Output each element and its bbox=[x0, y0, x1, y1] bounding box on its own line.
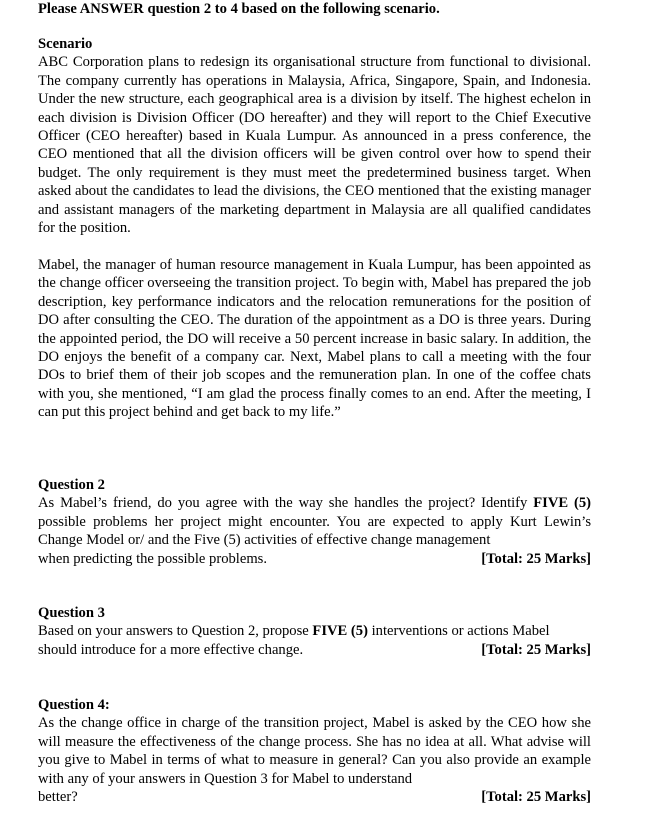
question-2-section bbox=[38, 476, 591, 568]
question-4-marks: [Total: 25 Marks] bbox=[481, 789, 591, 806]
question-3-last-text: should introduce for a more effective change. bbox=[38, 641, 304, 658]
question-2-heading: Question 2 bbox=[38, 477, 105, 493]
question-2-text bbox=[38, 494, 591, 549]
question-3-heading: Question 3 bbox=[38, 605, 105, 621]
question-3-text bbox=[38, 622, 591, 640]
question-4-text: As the change office in charge of the transition project, Mabel is asked by the CEO how she will measure the effectiveness of the change process. She has no idea at all. What advise will you give to Mabel in terms of what to measure in general? Can you also provide an example with any of your answers in Question 3 for Mabel to understand bbox=[38, 715, 591, 787]
question-3-text-a: Based on your answers to Question 2, propose bbox=[38, 623, 313, 640]
question-4-last-line bbox=[38, 788, 591, 806]
question-4-section bbox=[38, 696, 591, 806]
question-2-text-a: As Mabel’s friend, do you agree with the way she handles the project? Identify bbox=[38, 495, 534, 512]
question-3-marks: [Total: 25 Marks] bbox=[481, 641, 591, 658]
question-2-bold-count: FIVE (5) bbox=[533, 495, 591, 512]
question-3-section bbox=[38, 604, 591, 659]
scenario-paragraph-2: Mabel, the manager of human resource management in Kuala Lumpur, has been appointed as the change officer overseeing the transition project. To begin with, Mabel has prepared the job description, key performance indicators and the relocation remunerations for the position of DO after consulting the CEO. The duration of the appointment as a DO is three years. During the appointed period, the DO will receive a 50 percent increase in basic salary. In addition, the DO enjoys the benefit of a company car. Next, Mabel plans to call a meeting with the four DOs to brief them of their job scopes and the remuneration plan. In one of the coffee chats with you, she mentioned, “I am glad the process finally comes to an end. After the meeting, I can put this project behind and get back to my life.” bbox=[38, 257, 591, 421]
page-title: Please ANSWER question 2 to 4 based on the following scenario. bbox=[38, 1, 440, 17]
scenario-heading: Scenario bbox=[38, 36, 93, 52]
question-3-text-b: interventions or actions Mabel bbox=[367, 623, 550, 640]
scenario-paragraph-1: ABC Corporation plans to redesign its organisational structure from functional to divisional. The company currently has operations in Malaysia, Africa, Singapore, Spain, and Indonesia. Under the new structure, each geographical area is a division by itself. The highest echelon in each division is Division Officer (DO hereafter) and they will report to the Chief Executive Officer (CEO hereafter) based in Kuala Lumpur. As announced in a press conference, the CEO mentioned that all the division officers will be given control over how to spend their budget. The only requirement is they must meet the predetermined business target. When asked about the candidates to lead the divisions, the CEO mentioned that the existing manager and assistant managers of the marketing department in Malaysia are all qualified candidates for the position. bbox=[38, 54, 591, 237]
scenario-paragraph-2-block bbox=[38, 256, 591, 422]
question-3-last-line bbox=[38, 641, 591, 659]
question-4-last-text: better? bbox=[38, 789, 78, 806]
question-2-marks: [Total: 25 Marks] bbox=[481, 550, 591, 567]
question-3-bold-count: FIVE (5) bbox=[312, 623, 368, 640]
question-2-last-text: when predicting the possible problems. bbox=[38, 550, 267, 567]
question-2-text-b: possible problems her project might encounter. You are expected to apply Kurt Lewin’s Change Model or/ and the Five (5) activities of effective change management bbox=[38, 513, 591, 549]
scenario-section bbox=[38, 35, 591, 237]
question-4-heading: Question 4: bbox=[38, 697, 110, 713]
question-2-last-line bbox=[38, 550, 591, 568]
